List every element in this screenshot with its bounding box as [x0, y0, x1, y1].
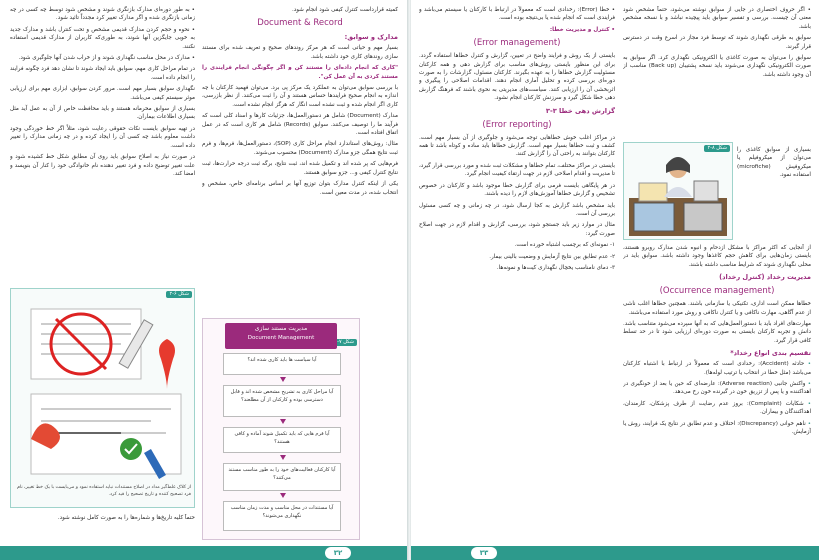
list-item: • شکایات (Complaint): بروز عدم رضایت از طرف پزشکان، کارمندان، اهداکنندگان و بیماران. [623, 400, 811, 417]
list-item: ۲- عدم تطابق بین نتایج آزمایش و وضعیت بالینی بیمار. [489, 253, 615, 260]
question-box: آیا مراحل کاری به تشریح مشخص شده اند و قابل دسترسی بوده و کارکنان از آن مطلعند؟ [223, 385, 341, 417]
flow-arrow [280, 377, 286, 382]
left-outer-column [10, 6, 195, 286]
right-outer-column-top [623, 6, 811, 134]
paragraph: • نحوه و حجم کردن مدارک قدیمی مشخص و تحت کنترل باشد و مدارک جدید به خوبی جایگزین آنها شوند، به طوری‌که کاربران از مدارک قدیمی استفاده نکنند. [10, 26, 195, 50]
paragraph: • به طور دوره‌ای مدارک بازنگری شوند و مشخص شود توسط چه کسی در چه زمانی بازنگری شده و اگر مدارک تغییر کرد مجدداً تائید شود. [10, 7, 195, 22]
archive-illustration [624, 153, 732, 239]
paragraph: با بررسی سوابق می‌توان به عملکرد یک مرکز پی برد. می‌توان فهمید کارکنان با چه اندازه به انجام صحیح فرایندها حساس هستند و آن را ثبت می‌کنند. از نظر بازرسی، کاری اگر انجام شده و ثبت نشده است انگار که هرگز انجام نشده است. [202, 85, 398, 108]
figure-label: شکل ۸-۲ [704, 145, 730, 152]
question-box: آیا سیاست ها باید کاری شده اند؟ [223, 353, 341, 375]
paragraph: مهارت‌های افراد باید با دستورالعمل‌هایی که به آنها سپرده می‌شود متناسب باشد. دانش و تجربه کارکنان بایستی به صورت دوره‌ای ارزیابی شود تا در حد تسلط کافی قرار گیرد. [623, 321, 811, 344]
figure-caption: از کلاک غلط‌گیر مداد در اصلاح مستندات نباید استفاده نمود و می‌بایست با یک خط تغییر، نام فرد تصحیح کننده و تاریخ تصحیح را قید کرد. [17, 485, 191, 497]
figure-side-text: بسیاری از سوابق کاغذی را می‌توان از میکروفیلم یا میکروفیش (microfiche) استفاده نمود. [737, 147, 811, 179]
paragraph: مدارک (Document) شامل هر دستورالعمل‌ها، جزئیات کارها و اسناد کلی است که فرآیند ما را توصیف می‌کنند. سوابق (Records) شامل هر کاری است که در عمل اتفاق افتاده است. [202, 113, 398, 137]
heading-error-management: (Error management) [473, 38, 561, 49]
page-number: ۳۳ [471, 547, 497, 559]
left-page [0, 0, 408, 560]
heading-error-reporting: (Error reporting) [482, 119, 552, 130]
right-outer-column-main [623, 244, 811, 540]
heading-documents-records-fa: مدارک و سوابق: [344, 33, 398, 42]
paragraph: بسیاری از سوابق محرمانه هستند و باید محافظت خاص از آن به عمل آید مثل بسیاری اطلاعات بیماران. [10, 106, 195, 121]
document-management-figure [202, 318, 360, 540]
flow-arrow [280, 493, 286, 498]
flow-arrow [280, 455, 286, 460]
paragraph: خطاها ممکن است اداری، تکنیکی یا سازمانی باشند. همچنین خطاها اغلب ناشی از عدم آگاهی، مهارت ناکافی و یا کنترل ناکافی و روش مورد استفاده می‌باشند. [623, 301, 811, 316]
heading-occurrence-fa: مدیریت رخداد (کنترل رخداد) [719, 273, 811, 282]
heading-error-reporting-fa: گزارش دهی خطا ۳-۳ [545, 106, 615, 115]
paragraph: نگهداری سوابق بسیار مهم است. مرور کردن سوابق، ابزاری مهم برای ارزیابی موثر سیستم کیفی می‌باشد. [10, 86, 195, 101]
right-inner-column [419, 6, 615, 542]
closing-text: حتماً کلیه تاریخ‌ها و شماره‌ها را به صورت کامل نوشته شود. [57, 515, 195, 521]
page-number: ۳۲ [325, 547, 351, 559]
paragraph: در مراکز اغلب خوش خطاهایی توجه می‌شود و جلوگیری از آن بسیار مهم است. کشف و ثبت خطاها بسیار مهم است. گزارش خطاها باید ساده و کوتاه باشد تا همه کارکنان بتوانند به راحتی آن را گزارش کنند. [419, 134, 615, 158]
question-box: آیا کارکنان فعالیت‌های خود را به طور مناسب مستند می‌کنند؟ [223, 463, 341, 491]
header-fa: مدیریت مستند سازی [254, 325, 308, 332]
paragraph: سوابق به طرقی نگهداری شوند که توسط فرد مجاز در اسرع وقت در دسترس قرار گیرند. [623, 35, 811, 50]
highlight-quote: "کاری که انجام داده‌ای را مستند کن و اگر چگونگی انجام فرایندی را مستند کردی به آن عمل کن". [202, 65, 398, 80]
paragraph: بسیار مهم و حیاتی است که هر مرکز روندهای صحیح و تعریف شده برای مستند سازی روندهای کاری خود داشته باشد. [202, 45, 398, 60]
header-en: Document Management [247, 335, 315, 341]
paragraph: از آنجایی که اکثر مراکز با مشکل ازدحام و انبوه شدن مدارک روبرو هستند، بایستی زمان‌هایی برای کاهش حجم کاغذها وجود داشته باشد. سوابق باید در محلی نگهداری شوند که شرایط مناسب داشته باشند. [623, 245, 811, 268]
paragraph: یکی از اینکه کنترل مدارک بتوان توزیع آنها بر اساس برنامه‌ای خاص، مشخص و انتخاب شده، در مدت معین است. [202, 181, 398, 196]
paragraph: باید مشخص باشد گزارش به کجا ارسال شود، در چه زمانی و چه کسی مسئول بررسی آن است. [419, 202, 615, 217]
flow-arrow [280, 419, 286, 424]
heading-occurrence-types: تقسیم بندی انواع رخداد* [730, 349, 811, 358]
paragraph: بایستی از یک روش و فرایند واضح در تعیین، گزارش و کنترل خطاها استفاده گردد. برای این منظور بایستی روش‌های مناسب برای گزارش دهی و همه کارکنان مسئولیت گزارش خطاها را به عهده بگیرند. کارکنان مسئول، گزارشات را به صورت دوره‌ای بررسی کرده و تحلیل آماری انجام دهند. اقدامات اصلاحی را پیگیری و اثربخشی آن را ارزیابی کنند. سیاست‌های مدیریتی به نحوی باشند که فرهنگ گزارش دهی خطا شکل گیرد و سرزنش کارکنان انجام نشود. [419, 53, 615, 102]
list-item: • ناهم خوانی (Discrepancy): اختلاف و عدم تطابق در نتایج یک فرایند، روش یا آزمایش. [623, 420, 811, 437]
archive-figure [623, 142, 733, 240]
paragraph: در هر پایگاهی بایست فرمی برای گزارش خطا موجود باشد و کارکنان در خصوص تشخیص و گزارش خطاها آموزش‌های لازم را دیده باشند. [419, 182, 615, 198]
paragraph: سوابق را می‌توان به صورت کاغذی یا الکترونیکی نگهداری کرد. اگر سوابق به صورت الکترونیکی نگهداری می‌شوند باید نسخه پشتیبان (Back up) مناسب از آن وجود داشته باشد. [623, 55, 811, 78]
correction-illustration [11, 299, 194, 484]
list-item: ۳- دمای نامناسب یخچال نگهداری کیت‌ها و نمونه‌ها. [496, 264, 615, 271]
document-management-header [225, 323, 337, 349]
paragraph: بایستی در مراکز مختلف، تمام خطاها و مشکلات ثبت شده و مورد بررسی قرار گیرد، تا مدیریت و اقدام اصلاحی لازم در جهت ارتقاء کیفیت انجام گیرد. [419, 162, 615, 178]
subheading: • کنترل و مدیریت خطا: [549, 26, 615, 33]
list-item: • واکنش جانبی (Adverse reaction): عارضه‌ای که حین یا بعد از خونگیری در اهداکننده و یا پس از تزریق خون در گیرنده خون رخ می‌دهد. [623, 380, 811, 397]
right-page [411, 0, 819, 560]
paragraph: • مدارک در محل مناسب نگهداری شوند و از خراب شدن آنها جلوگیری شود. [18, 55, 195, 62]
paragraph: در صورت نیاز به اصلاح سوابق باید روی آن مطابق شکل خط کشیده شود و علت تغییر توضیح داده و فرد تغییر دهنده نام خانوادگی خود را کنار آن بنویسد و امضا کند. [10, 154, 195, 177]
left-inner-column [202, 6, 398, 316]
list-item: • حادثه (Accident): رخدادی است که معمولاً در ارتباط با اشتباه کارکنان می‌باشد (مثل خطا در انتخاب یا ترتیب لوله‌ها). [623, 360, 811, 377]
heading-document-record: Document & Record [257, 18, 343, 29]
intro-text: کمیته قرارداست کنترل کیفی شود انجام شود. [291, 7, 398, 13]
list-item: ۱- نمونه‌ای که برچسب اشتباه خورده است. [514, 242, 615, 249]
paragraph: • خطا (Error): رخدادی است که معمولاً در ارتباط با کارکنان یا سیستم می‌باشد و فرایندی است که انجام شده یا بی‌نتیجه بوده است. [419, 7, 615, 22]
question-box: آیا فرم هایی که باید تکمیل شوند آماده و کافی هستند؟ [223, 427, 341, 453]
paragraph: در تهیه سوابق بایست نکات حقوقی رعایت شود، مثلاً اگر خط خوردگی وجود داشت معلوم باشد چه کسی آن را ایجاد کرده و در چه زمانی مدارک را تغییر داده است. [10, 125, 195, 149]
paragraph: • اگر حروف اختصاری در جایی از سوابق نوشته می‌شود، حتماً مشخص شود معنی آن چیست. بررسی و تفسیر سوابق باید پیچیده نباشد و با نسخه مشخص باشد. [623, 7, 811, 30]
paragraph: مثال: روش‌های استاندارد انجام مراحل کاری (SOP)، دستورالعمل‌ها، فرم‌ها، و فرم ثبت نتایج همگی جزو مدارک (Document) محسوب می‌شوند. [202, 141, 398, 156]
paragraph: مثال در موارد زیر باید جستجو شود، بررسی، گزارش و اقدام لازم در جهت اصلاح صورت گیرد: [419, 222, 615, 237]
heading-occurrence-management: (Occurrence management) [659, 286, 775, 297]
question-box: آیا مستندات در محل مناسب و مدت زمان مناسب نگهداری می‌شوند؟ [223, 501, 341, 531]
figure-label: شکل ۷- [331, 339, 357, 346]
paragraph: در تمام مراحل کاری مهم، سوابق باید ایجاد شوند تا نشان دهد فرد چگونه فرایند را انجام داده است. [10, 66, 195, 81]
correction-figure [10, 288, 195, 508]
figure-label: شکل ۶-۲ [166, 291, 192, 298]
paragraph: فرم‌هایی که پر شده اند و تکمیل شده اند، ثبت نتایج، برگه ثبت درجه حرارت‌ها، ثبت نتایج کنترل کیفی و... جزو سوابق هستند. [202, 161, 398, 176]
